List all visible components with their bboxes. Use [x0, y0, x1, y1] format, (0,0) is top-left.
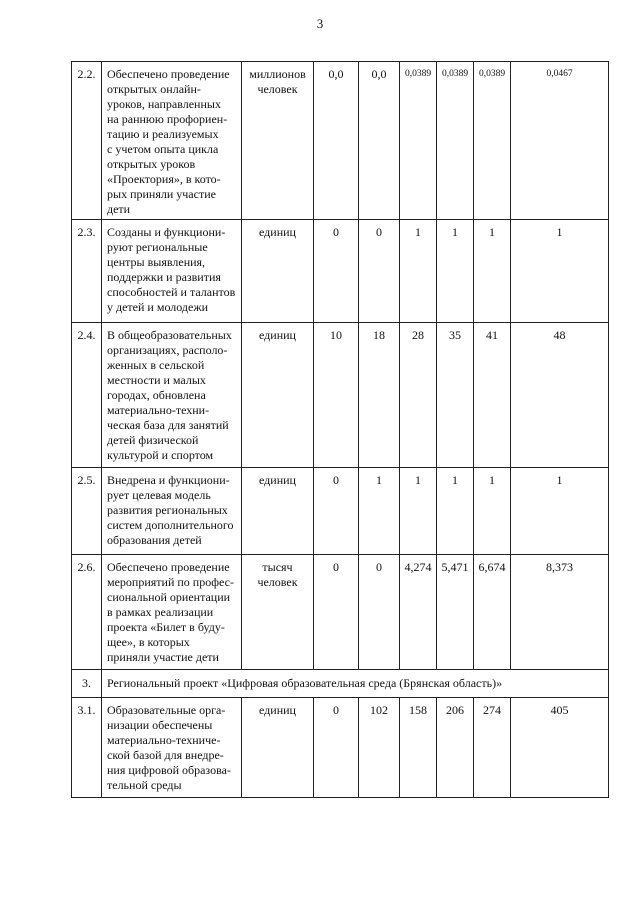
row-number: 2.4. — [72, 323, 102, 468]
value-cell: 1 — [474, 220, 511, 323]
row-number: 2.5. — [72, 468, 102, 555]
table-row — [72, 220, 609, 323]
value-cell: 1 — [437, 220, 474, 323]
value-cell: 0,0389 — [400, 62, 437, 220]
indicator-name: Образовательные орга- низации обеспечены материально-техниче- ской базой для внедре- ния цифровой образова- тельной среды — [102, 698, 242, 798]
value-cell: 48 — [511, 323, 609, 468]
value-cell: 10 — [314, 323, 359, 468]
value-cell: 41 — [474, 323, 511, 468]
value-cell: 28 — [400, 323, 437, 468]
value-cell: 0,0467 — [511, 62, 609, 220]
indicator-name: Созданы и функциони- руют региональные центры выявления, поддержки и развития способностей и талантов у детей и молодежи — [102, 220, 242, 323]
value-cell: 1 — [437, 468, 474, 555]
value-cell: 206 — [437, 698, 474, 798]
value-cell: 0 — [359, 555, 400, 670]
unit-of-measure: единиц — [242, 323, 314, 468]
table-row — [72, 62, 609, 220]
indicator-name: В общеобразовательных организациях, располо- женных в сельской местности и малых городах, обновлена материально-техни- ческая база для занятий детей физической культурой и спортом — [102, 323, 242, 468]
value-cell: 102 — [359, 698, 400, 798]
section-title: Региональный проект «Цифровая образовательная среда (Брянская область)» — [102, 670, 609, 698]
row-number: 2.6. — [72, 555, 102, 670]
table-row — [72, 323, 609, 468]
row-number: 3.1. — [72, 698, 102, 798]
indicator-name: Внедрена и функциони- рует целевая модель развития региональных систем дополнительного образования детей — [102, 468, 242, 555]
value-cell: 0 — [359, 220, 400, 323]
value-cell: 18 — [359, 323, 400, 468]
unit-of-measure: миллионов человек — [242, 62, 314, 220]
table-row — [72, 698, 609, 798]
value-cell: 35 — [437, 323, 474, 468]
value-cell: 0 — [314, 555, 359, 670]
row-number: 2.3. — [72, 220, 102, 323]
value-cell: 1 — [511, 468, 609, 555]
indicator-name: Обеспечено проведение открытых онлайн- уроков, направленных на раннюю профориен- тацию и реализуемых с учетом опыта цикла открытых уроков «Проектория», в кото- рых приняли участие дети — [102, 62, 242, 220]
value-cell: 0,0389 — [474, 62, 511, 220]
value-cell: 6,674 — [474, 555, 511, 670]
table-row — [72, 468, 609, 555]
unit-of-measure: тысяч человек — [242, 555, 314, 670]
indicator-name: Обеспечено проведение мероприятий по профес- сиональной ориентации в рамках реализации проекта «Билет в буду- щее», в которых приняли участие дети — [102, 555, 242, 670]
value-cell: 0,0 — [314, 62, 359, 220]
table-row — [72, 555, 609, 670]
value-cell: 274 — [474, 698, 511, 798]
value-cell: 0 — [314, 220, 359, 323]
page-number: 3 — [316, 16, 324, 31]
indicators-table — [71, 61, 609, 798]
unit-of-measure: единиц — [242, 698, 314, 798]
section-row — [72, 670, 609, 698]
value-cell: 1 — [400, 220, 437, 323]
value-cell: 1 — [474, 468, 511, 555]
value-cell: 4,274 — [400, 555, 437, 670]
value-cell: 0 — [314, 468, 359, 555]
value-cell: 405 — [511, 698, 609, 798]
value-cell: 0,0389 — [437, 62, 474, 220]
unit-of-measure: единиц — [242, 468, 314, 555]
value-cell: 158 — [400, 698, 437, 798]
value-cell: 1 — [511, 220, 609, 323]
value-cell: 1 — [400, 468, 437, 555]
value-cell: 1 — [359, 468, 400, 555]
section-number: 3. — [72, 670, 102, 698]
row-number: 2.2. — [72, 62, 102, 220]
value-cell: 5,471 — [437, 555, 474, 670]
value-cell: 8,373 — [511, 555, 609, 670]
value-cell: 0 — [314, 698, 359, 798]
unit-of-measure: единиц — [242, 220, 314, 323]
value-cell: 0,0 — [359, 62, 400, 220]
